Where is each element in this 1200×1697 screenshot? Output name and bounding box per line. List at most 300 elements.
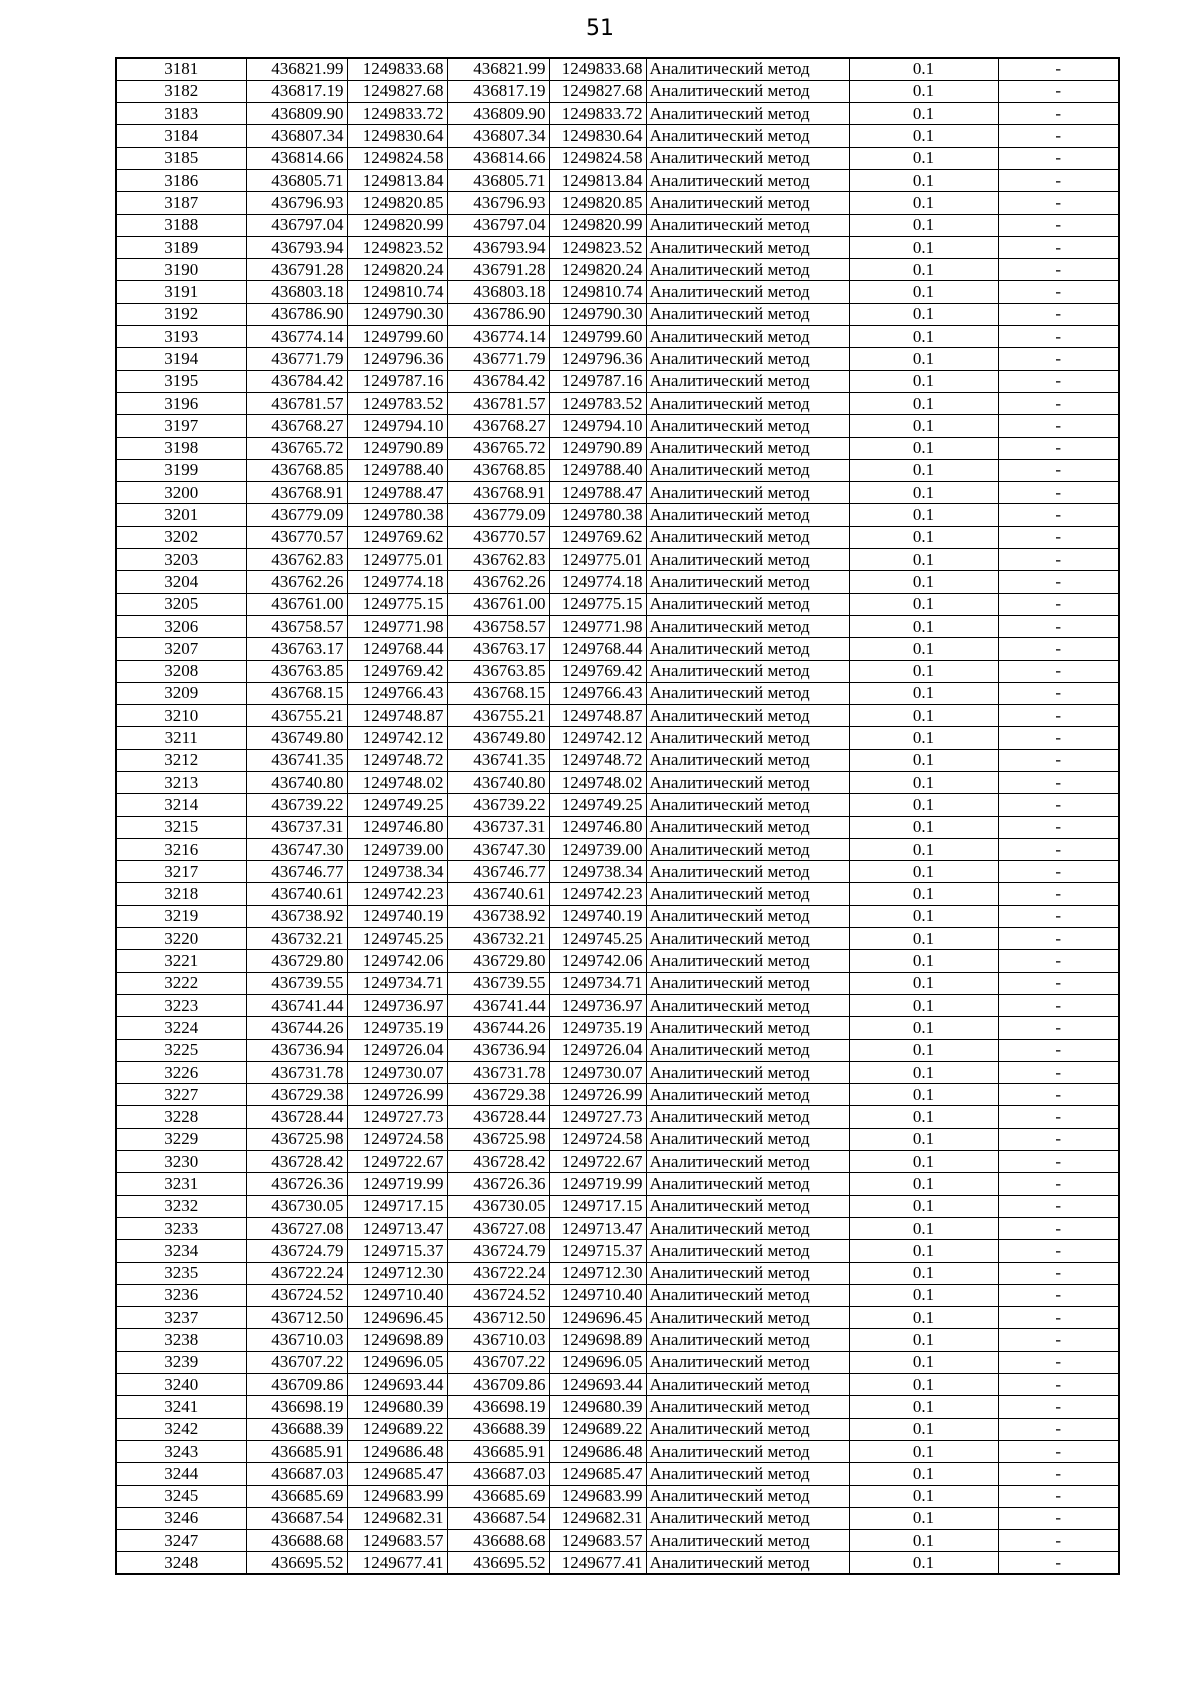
x-existing-cell: 436768.15 — [246, 682, 347, 704]
accuracy-cell: 0.1 — [849, 236, 998, 258]
description-cell: - — [998, 504, 1119, 526]
x-existing-cell: 436712.50 — [246, 1307, 347, 1329]
point-number-cell: 3235 — [116, 1262, 246, 1284]
y-refined-cell: 1249748.02 — [549, 772, 646, 794]
description-cell: - — [998, 482, 1119, 504]
description-cell: - — [998, 437, 1119, 459]
x-refined-cell: 436746.77 — [447, 861, 549, 883]
method-cell: Аналитический метод — [646, 794, 849, 816]
y-existing-cell: 1249794.10 — [347, 415, 447, 437]
accuracy-cell: 0.1 — [849, 549, 998, 571]
table-row — [116, 58, 1119, 80]
x-existing-cell: 436797.04 — [246, 214, 347, 236]
y-refined-cell: 1249717.15 — [549, 1195, 646, 1217]
y-existing-cell: 1249710.40 — [347, 1284, 447, 1306]
x-existing-cell: 436768.91 — [246, 482, 347, 504]
x-existing-cell: 436698.19 — [246, 1396, 347, 1418]
x-existing-cell: 436740.80 — [246, 772, 347, 794]
description-cell: - — [998, 392, 1119, 414]
table-row — [116, 705, 1119, 727]
y-refined-cell: 1249766.43 — [549, 682, 646, 704]
table-row — [116, 169, 1119, 191]
y-existing-cell: 1249734.71 — [347, 972, 447, 994]
method-cell: Аналитический метод — [646, 125, 849, 147]
point-number-cell: 3240 — [116, 1374, 246, 1396]
table-row — [116, 838, 1119, 860]
accuracy-cell: 0.1 — [849, 1084, 998, 1106]
y-refined-cell: 1249827.68 — [549, 80, 646, 102]
point-number-cell: 3210 — [116, 705, 246, 727]
method-cell: Аналитический метод — [646, 1552, 849, 1574]
accuracy-cell: 0.1 — [849, 1485, 998, 1507]
y-existing-cell: 1249685.47 — [347, 1463, 447, 1485]
y-refined-cell: 1249788.40 — [549, 459, 646, 481]
y-existing-cell: 1249715.37 — [347, 1240, 447, 1262]
y-refined-cell: 1249787.16 — [549, 370, 646, 392]
table-row — [116, 1262, 1119, 1284]
y-refined-cell: 1249820.24 — [549, 259, 646, 281]
table-body — [116, 58, 1119, 1574]
description-cell: - — [998, 147, 1119, 169]
x-refined-cell: 436779.09 — [447, 504, 549, 526]
x-refined-cell: 436730.05 — [447, 1195, 549, 1217]
accuracy-cell: 0.1 — [849, 504, 998, 526]
x-refined-cell: 436784.42 — [447, 370, 549, 392]
point-number-cell: 3205 — [116, 593, 246, 615]
x-existing-cell: 436695.52 — [246, 1552, 347, 1574]
description-cell: - — [998, 727, 1119, 749]
y-refined-cell: 1249726.99 — [549, 1084, 646, 1106]
point-number-cell: 3216 — [116, 838, 246, 860]
description-cell: - — [998, 549, 1119, 571]
x-refined-cell: 436737.31 — [447, 816, 549, 838]
table-row — [116, 504, 1119, 526]
accuracy-cell: 0.1 — [849, 348, 998, 370]
point-number-cell: 3186 — [116, 169, 246, 191]
x-existing-cell: 436765.72 — [246, 437, 347, 459]
description-cell: - — [998, 838, 1119, 860]
x-refined-cell: 436781.57 — [447, 392, 549, 414]
method-cell: Аналитический метод — [646, 772, 849, 794]
x-refined-cell: 436722.24 — [447, 1262, 549, 1284]
method-cell: Аналитический метод — [646, 615, 849, 637]
point-number-cell: 3221 — [116, 950, 246, 972]
y-refined-cell: 1249780.38 — [549, 504, 646, 526]
y-refined-cell: 1249735.19 — [549, 1017, 646, 1039]
y-existing-cell: 1249749.25 — [347, 794, 447, 816]
y-refined-cell: 1249749.25 — [549, 794, 646, 816]
y-existing-cell: 1249799.60 — [347, 326, 447, 348]
point-number-cell: 3238 — [116, 1329, 246, 1351]
table-row — [116, 638, 1119, 660]
table-row — [116, 1507, 1119, 1529]
x-refined-cell: 436814.66 — [447, 147, 549, 169]
x-existing-cell: 436729.80 — [246, 950, 347, 972]
accuracy-cell: 0.1 — [849, 103, 998, 125]
x-refined-cell: 436729.38 — [447, 1084, 549, 1106]
method-cell: Аналитический метод — [646, 1173, 849, 1195]
table-row — [116, 1106, 1119, 1128]
y-existing-cell: 1249739.00 — [347, 838, 447, 860]
method-cell: Аналитический метод — [646, 1507, 849, 1529]
y-refined-cell: 1249799.60 — [549, 326, 646, 348]
description-cell: - — [998, 861, 1119, 883]
x-refined-cell: 436749.80 — [447, 727, 549, 749]
x-existing-cell: 436728.44 — [246, 1106, 347, 1128]
table-row — [116, 549, 1119, 571]
y-refined-cell: 1249833.68 — [549, 58, 646, 80]
point-number-cell: 3198 — [116, 437, 246, 459]
description-cell: - — [998, 459, 1119, 481]
y-refined-cell: 1249719.99 — [549, 1173, 646, 1195]
method-cell: Аналитический метод — [646, 1017, 849, 1039]
description-cell: - — [998, 883, 1119, 905]
y-existing-cell: 1249775.15 — [347, 593, 447, 615]
x-refined-cell: 436791.28 — [447, 259, 549, 281]
x-refined-cell: 436728.44 — [447, 1106, 549, 1128]
x-existing-cell: 436739.22 — [246, 794, 347, 816]
method-cell: Аналитический метод — [646, 972, 849, 994]
table-row — [116, 816, 1119, 838]
point-number-cell: 3213 — [116, 772, 246, 794]
description-cell: - — [998, 772, 1119, 794]
y-refined-cell: 1249742.12 — [549, 727, 646, 749]
accuracy-cell: 0.1 — [849, 370, 998, 392]
x-refined-cell: 436698.19 — [447, 1396, 549, 1418]
x-existing-cell: 436731.78 — [246, 1061, 347, 1083]
accuracy-cell: 0.1 — [849, 1530, 998, 1552]
point-number-cell: 3245 — [116, 1485, 246, 1507]
x-refined-cell: 436796.93 — [447, 192, 549, 214]
description-cell: - — [998, 1418, 1119, 1440]
description-cell: - — [998, 169, 1119, 191]
y-refined-cell: 1249813.84 — [549, 169, 646, 191]
table-row — [116, 80, 1119, 102]
table-row — [116, 236, 1119, 258]
x-existing-cell: 436724.52 — [246, 1284, 347, 1306]
y-existing-cell: 1249712.30 — [347, 1262, 447, 1284]
description-cell: - — [998, 348, 1119, 370]
accuracy-cell: 0.1 — [849, 749, 998, 771]
y-existing-cell: 1249680.39 — [347, 1396, 447, 1418]
method-cell: Аналитический метод — [646, 1418, 849, 1440]
method-cell: Аналитический метод — [646, 1061, 849, 1083]
x-existing-cell: 436763.17 — [246, 638, 347, 660]
y-refined-cell: 1249742.06 — [549, 950, 646, 972]
table-row — [116, 950, 1119, 972]
point-number-cell: 3194 — [116, 348, 246, 370]
accuracy-cell: 0.1 — [849, 526, 998, 548]
y-refined-cell: 1249774.18 — [549, 571, 646, 593]
y-existing-cell: 1249719.99 — [347, 1173, 447, 1195]
x-refined-cell: 436768.91 — [447, 482, 549, 504]
x-refined-cell: 436729.80 — [447, 950, 549, 972]
x-existing-cell: 436793.94 — [246, 236, 347, 258]
description-cell: - — [998, 1151, 1119, 1173]
y-refined-cell: 1249794.10 — [549, 415, 646, 437]
y-refined-cell: 1249820.85 — [549, 192, 646, 214]
y-existing-cell: 1249774.18 — [347, 571, 447, 593]
x-refined-cell: 436763.17 — [447, 638, 549, 660]
point-number-cell: 3220 — [116, 928, 246, 950]
y-refined-cell: 1249680.39 — [549, 1396, 646, 1418]
method-cell: Аналитический метод — [646, 1485, 849, 1507]
method-cell: Аналитический метод — [646, 1195, 849, 1217]
y-refined-cell: 1249682.31 — [549, 1507, 646, 1529]
accuracy-cell: 0.1 — [849, 437, 998, 459]
table-row — [116, 103, 1119, 125]
point-number-cell: 3226 — [116, 1061, 246, 1083]
table-row — [116, 794, 1119, 816]
y-refined-cell: 1249830.64 — [549, 125, 646, 147]
y-existing-cell: 1249683.99 — [347, 1485, 447, 1507]
method-cell: Аналитический метод — [646, 281, 849, 303]
method-cell: Аналитический метод — [646, 1307, 849, 1329]
x-refined-cell: 436786.90 — [447, 303, 549, 325]
y-existing-cell: 1249717.15 — [347, 1195, 447, 1217]
method-cell: Аналитический метод — [646, 1262, 849, 1284]
x-refined-cell: 436731.78 — [447, 1061, 549, 1083]
method-cell: Аналитический метод — [646, 1396, 849, 1418]
accuracy-cell: 0.1 — [849, 1017, 998, 1039]
x-refined-cell: 436762.26 — [447, 571, 549, 593]
x-existing-cell: 436736.94 — [246, 1039, 347, 1061]
accuracy-cell: 0.1 — [849, 80, 998, 102]
point-number-cell: 3224 — [116, 1017, 246, 1039]
y-refined-cell: 1249771.98 — [549, 615, 646, 637]
table-row — [116, 214, 1119, 236]
description-cell: - — [998, 1195, 1119, 1217]
x-refined-cell: 436797.04 — [447, 214, 549, 236]
x-refined-cell: 436793.94 — [447, 236, 549, 258]
y-existing-cell: 1249683.57 — [347, 1530, 447, 1552]
accuracy-cell: 0.1 — [849, 1507, 998, 1529]
point-number-cell: 3228 — [116, 1106, 246, 1128]
table-row — [116, 437, 1119, 459]
method-cell: Аналитический метод — [646, 192, 849, 214]
method-cell: Аналитический метод — [646, 705, 849, 727]
description-cell: - — [998, 1507, 1119, 1529]
description-cell: - — [998, 1440, 1119, 1462]
x-existing-cell: 436774.14 — [246, 326, 347, 348]
point-number-cell: 3209 — [116, 682, 246, 704]
description-cell: - — [998, 794, 1119, 816]
method-cell: Аналитический метод — [646, 80, 849, 102]
accuracy-cell: 0.1 — [849, 1351, 998, 1373]
point-number-cell: 3183 — [116, 103, 246, 125]
accuracy-cell: 0.1 — [849, 58, 998, 80]
point-number-cell: 3244 — [116, 1463, 246, 1485]
y-refined-cell: 1249768.44 — [549, 638, 646, 660]
table-row — [116, 1440, 1119, 1462]
accuracy-cell: 0.1 — [849, 1329, 998, 1351]
description-cell: - — [998, 816, 1119, 838]
x-refined-cell: 436739.22 — [447, 794, 549, 816]
point-number-cell: 3185 — [116, 147, 246, 169]
x-existing-cell: 436803.18 — [246, 281, 347, 303]
description-cell: - — [998, 125, 1119, 147]
y-existing-cell: 1249742.06 — [347, 950, 447, 972]
y-refined-cell: 1249677.41 — [549, 1552, 646, 1574]
description-cell: - — [998, 1485, 1119, 1507]
method-cell: Аналитический метод — [646, 58, 849, 80]
y-existing-cell: 1249769.42 — [347, 660, 447, 682]
y-existing-cell: 1249746.80 — [347, 816, 447, 838]
point-number-cell: 3181 — [116, 58, 246, 80]
x-refined-cell: 436768.15 — [447, 682, 549, 704]
x-refined-cell: 436803.18 — [447, 281, 549, 303]
x-existing-cell: 436738.92 — [246, 905, 347, 927]
y-refined-cell: 1249796.36 — [549, 348, 646, 370]
accuracy-cell: 0.1 — [849, 883, 998, 905]
method-cell: Аналитический метод — [646, 816, 849, 838]
method-cell: Аналитический метод — [646, 950, 849, 972]
x-existing-cell: 436709.86 — [246, 1374, 347, 1396]
description-cell: - — [998, 80, 1119, 102]
x-existing-cell: 436744.26 — [246, 1017, 347, 1039]
table-row — [116, 281, 1119, 303]
description-cell: - — [998, 1106, 1119, 1128]
description-cell: - — [998, 1396, 1119, 1418]
table-row — [116, 348, 1119, 370]
point-number-cell: 3242 — [116, 1418, 246, 1440]
point-number-cell: 3212 — [116, 749, 246, 771]
y-existing-cell: 1249823.52 — [347, 236, 447, 258]
y-refined-cell: 1249736.97 — [549, 994, 646, 1016]
y-refined-cell: 1249712.30 — [549, 1262, 646, 1284]
accuracy-cell: 0.1 — [849, 705, 998, 727]
y-refined-cell: 1249775.15 — [549, 593, 646, 615]
method-cell: Аналитический метод — [646, 259, 849, 281]
x-existing-cell: 436786.90 — [246, 303, 347, 325]
accuracy-cell: 0.1 — [849, 950, 998, 972]
method-cell: Аналитический метод — [646, 638, 849, 660]
accuracy-cell: 0.1 — [849, 326, 998, 348]
table-row — [116, 482, 1119, 504]
y-refined-cell: 1249810.74 — [549, 281, 646, 303]
y-existing-cell: 1249769.62 — [347, 526, 447, 548]
x-refined-cell: 436805.71 — [447, 169, 549, 191]
accuracy-cell: 0.1 — [849, 125, 998, 147]
table-row — [116, 994, 1119, 1016]
x-existing-cell: 436725.98 — [246, 1128, 347, 1150]
description-cell: - — [998, 749, 1119, 771]
point-number-cell: 3196 — [116, 392, 246, 414]
accuracy-cell: 0.1 — [849, 638, 998, 660]
x-existing-cell: 436791.28 — [246, 259, 347, 281]
x-existing-cell: 436796.93 — [246, 192, 347, 214]
y-existing-cell: 1249686.48 — [347, 1440, 447, 1462]
y-existing-cell: 1249830.64 — [347, 125, 447, 147]
point-number-cell: 3214 — [116, 794, 246, 816]
y-existing-cell: 1249790.89 — [347, 437, 447, 459]
accuracy-cell: 0.1 — [849, 905, 998, 927]
method-cell: Аналитический метод — [646, 1128, 849, 1150]
x-existing-cell: 436781.57 — [246, 392, 347, 414]
x-refined-cell: 436741.44 — [447, 994, 549, 1016]
y-refined-cell: 1249740.19 — [549, 905, 646, 927]
method-cell: Аналитический метод — [646, 1106, 849, 1128]
table-row — [116, 861, 1119, 883]
y-existing-cell: 1249726.99 — [347, 1084, 447, 1106]
y-existing-cell: 1249820.99 — [347, 214, 447, 236]
y-refined-cell: 1249769.62 — [549, 526, 646, 548]
y-existing-cell: 1249726.04 — [347, 1039, 447, 1061]
accuracy-cell: 0.1 — [849, 571, 998, 593]
accuracy-cell: 0.1 — [849, 1307, 998, 1329]
y-existing-cell: 1249796.36 — [347, 348, 447, 370]
method-cell: Аналитический метод — [646, 1329, 849, 1351]
table-row — [116, 1329, 1119, 1351]
description-cell: - — [998, 1284, 1119, 1306]
point-number-cell: 3230 — [116, 1151, 246, 1173]
accuracy-cell: 0.1 — [849, 1240, 998, 1262]
point-number-cell: 3192 — [116, 303, 246, 325]
accuracy-cell: 0.1 — [849, 459, 998, 481]
method-cell: Аналитический метод — [646, 214, 849, 236]
coordinates-table — [115, 57, 1120, 1575]
y-existing-cell: 1249724.58 — [347, 1128, 447, 1150]
description-cell: - — [998, 1262, 1119, 1284]
description-cell: - — [998, 1173, 1119, 1195]
description-cell: - — [998, 58, 1119, 80]
point-number-cell: 3239 — [116, 1351, 246, 1373]
table-row — [116, 1374, 1119, 1396]
x-existing-cell: 436749.80 — [246, 727, 347, 749]
x-existing-cell: 436685.69 — [246, 1485, 347, 1507]
point-number-cell: 3231 — [116, 1173, 246, 1195]
y-refined-cell: 1249713.47 — [549, 1217, 646, 1239]
x-existing-cell: 436732.21 — [246, 928, 347, 950]
method-cell: Аналитический метод — [646, 1240, 849, 1262]
accuracy-cell: 0.1 — [849, 1396, 998, 1418]
description-cell: - — [998, 1530, 1119, 1552]
method-cell: Аналитический метод — [646, 103, 849, 125]
x-existing-cell: 436768.27 — [246, 415, 347, 437]
x-existing-cell: 436758.57 — [246, 615, 347, 637]
method-cell: Аналитический метод — [646, 1530, 849, 1552]
x-existing-cell: 436755.21 — [246, 705, 347, 727]
y-refined-cell: 1249748.72 — [549, 749, 646, 771]
x-existing-cell: 436687.03 — [246, 1463, 347, 1485]
table-row — [116, 1061, 1119, 1083]
method-cell: Аналитический метод — [646, 1217, 849, 1239]
x-refined-cell: 436724.79 — [447, 1240, 549, 1262]
method-cell: Аналитический метод — [646, 928, 849, 950]
description-cell: - — [998, 1329, 1119, 1351]
x-refined-cell: 436755.21 — [447, 705, 549, 727]
description-cell: - — [998, 259, 1119, 281]
method-cell: Аналитический метод — [646, 861, 849, 883]
x-refined-cell: 436744.26 — [447, 1017, 549, 1039]
y-existing-cell: 1249827.68 — [347, 80, 447, 102]
x-refined-cell: 436707.22 — [447, 1351, 549, 1373]
y-refined-cell: 1249686.48 — [549, 1440, 646, 1462]
x-existing-cell: 436741.44 — [246, 994, 347, 1016]
point-number-cell: 3188 — [116, 214, 246, 236]
point-number-cell: 3182 — [116, 80, 246, 102]
x-existing-cell: 436737.31 — [246, 816, 347, 838]
x-existing-cell: 436710.03 — [246, 1329, 347, 1351]
x-existing-cell: 436761.00 — [246, 593, 347, 615]
x-existing-cell: 436763.85 — [246, 660, 347, 682]
method-cell: Аналитический метод — [646, 459, 849, 481]
y-existing-cell: 1249766.43 — [347, 682, 447, 704]
y-refined-cell: 1249734.71 — [549, 972, 646, 994]
y-existing-cell: 1249742.23 — [347, 883, 447, 905]
y-refined-cell: 1249824.58 — [549, 147, 646, 169]
x-existing-cell: 436722.24 — [246, 1262, 347, 1284]
